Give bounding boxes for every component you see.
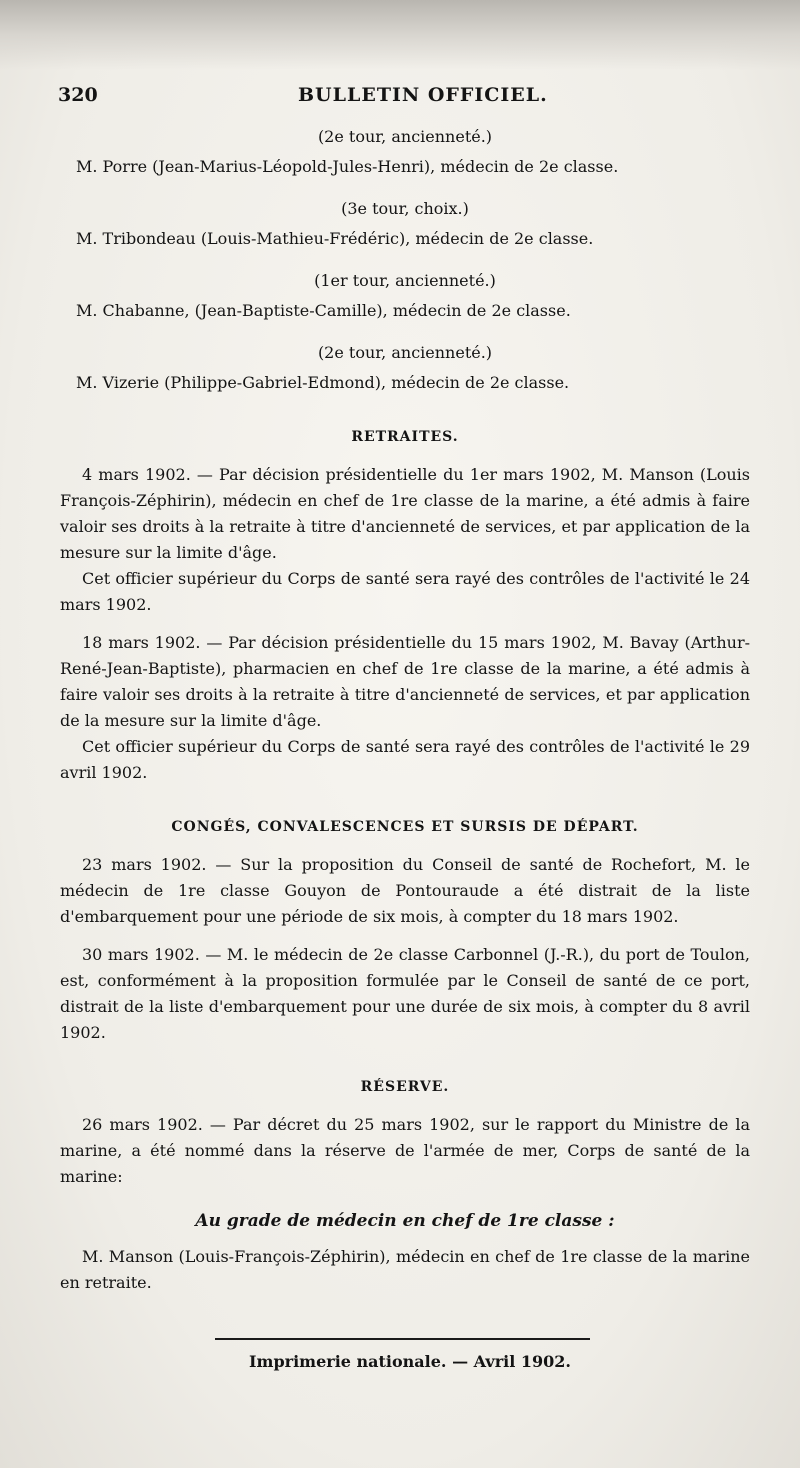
conge-paragraph: 23 mars 1902. — Sur la proposition du Conseil de santé de Rochefort, M. le médecin de 1re classe Gouyon de Pontouraude a été distrait de la liste d'embarquement pour une période de six mois, à compter du 18 mars 1902. bbox=[60, 855, 750, 926]
imprint-line: Imprimerie nationale. — Avril 1902. bbox=[249, 1352, 571, 1371]
grade-heading: Au grade de médecin en chef de 1re classe : bbox=[195, 1211, 615, 1231]
retraite-paragraph: 4 mars 1902. — Par décision présidentielle du 1er mars 1902, M. Manson (Louis François-Zéphirin), médecin en chef de 1re classe de la marine, a été admis à faire valoir ses droits à la retraite à titre d'ancienneté de services, et par application de la mesure sur la limite d'âge. bbox=[60, 465, 750, 562]
page-number: 320 bbox=[58, 84, 98, 106]
page-body bbox=[60, 124, 750, 1296]
retraite-paragraph: Cet officier supérieur du Corps de santé sera rayé des contrôles de l'activité le 29 avril 1902. bbox=[60, 737, 750, 782]
footer-rule bbox=[215, 1338, 590, 1340]
retraite-paragraph: Cet officier supérieur du Corps de santé sera rayé des contrôles de l'activité le 24 mars 1902. bbox=[60, 569, 750, 614]
page-header bbox=[58, 84, 678, 114]
appointment-entry: M. Tribondeau (Louis-Mathieu-Frédéric), médecin de 2e classe. bbox=[76, 229, 594, 248]
reserve-paragraph: 26 mars 1902. — Par décret du 25 mars 1902, sur le rapport du Ministre de la marine, a été nommé dans la réserve de l'armée de mer, Corps de santé de la marine: bbox=[60, 1115, 750, 1186]
reserve-entry: M. Manson (Louis-François-Zéphirin), médecin en chef de 1re classe de la marine en retraite. bbox=[60, 1247, 750, 1292]
section-title-conges: CONGÉS, CONVALESCENCES ET SURSIS DE DÉPART. bbox=[171, 819, 639, 835]
scan-shadow bbox=[0, 0, 800, 70]
appointment-round: (3e tour, choix.) bbox=[341, 199, 469, 218]
appointment-round: (2e tour, ancienneté.) bbox=[317, 127, 493, 146]
section-title-retraites: RETRAITES. bbox=[351, 429, 459, 445]
appointment-entry: M. Vizerie (Philippe-Gabriel-Edmond), médecin de 2e classe. bbox=[76, 373, 570, 392]
appointment-entry: M. Chabanne, (Jean-Baptiste-Camille), médecin de 2e classe. bbox=[76, 301, 571, 320]
retraite-paragraph: 18 mars 1902. — Par décision présidentielle du 15 mars 1902, M. Bavay (Arthur-René-Jean-Baptiste), pharmacien en chef de 1re classe de la marine, a été admis à faire valoir ses droits à la retraite à titre d'ancienneté de services, et par application de la mesure sur la limite d'âge. bbox=[60, 633, 750, 730]
appointment-entry: M. Porre (Jean-Marius-Léopold-Jules-Henri), médecin de 2e classe. bbox=[76, 157, 619, 176]
appointment-round: (1er tour, ancienneté.) bbox=[314, 271, 496, 290]
running-title: BULLETIN OFFICIEL. bbox=[298, 84, 548, 106]
appointment-round: (2e tour, ancienneté.) bbox=[317, 343, 493, 362]
section-title-reserve: RÉSERVE. bbox=[360, 1079, 450, 1095]
conge-paragraph: 30 mars 1902. — M. le médecin de 2e classe Carbonnel (J.-R.), du port de Toulon, est, conformément à la proposition formulée par le Conseil de santé de ce port, distrait de la liste d'embarquement pour une durée de six mois, à compter du 8 avril 1902. bbox=[60, 945, 750, 1042]
